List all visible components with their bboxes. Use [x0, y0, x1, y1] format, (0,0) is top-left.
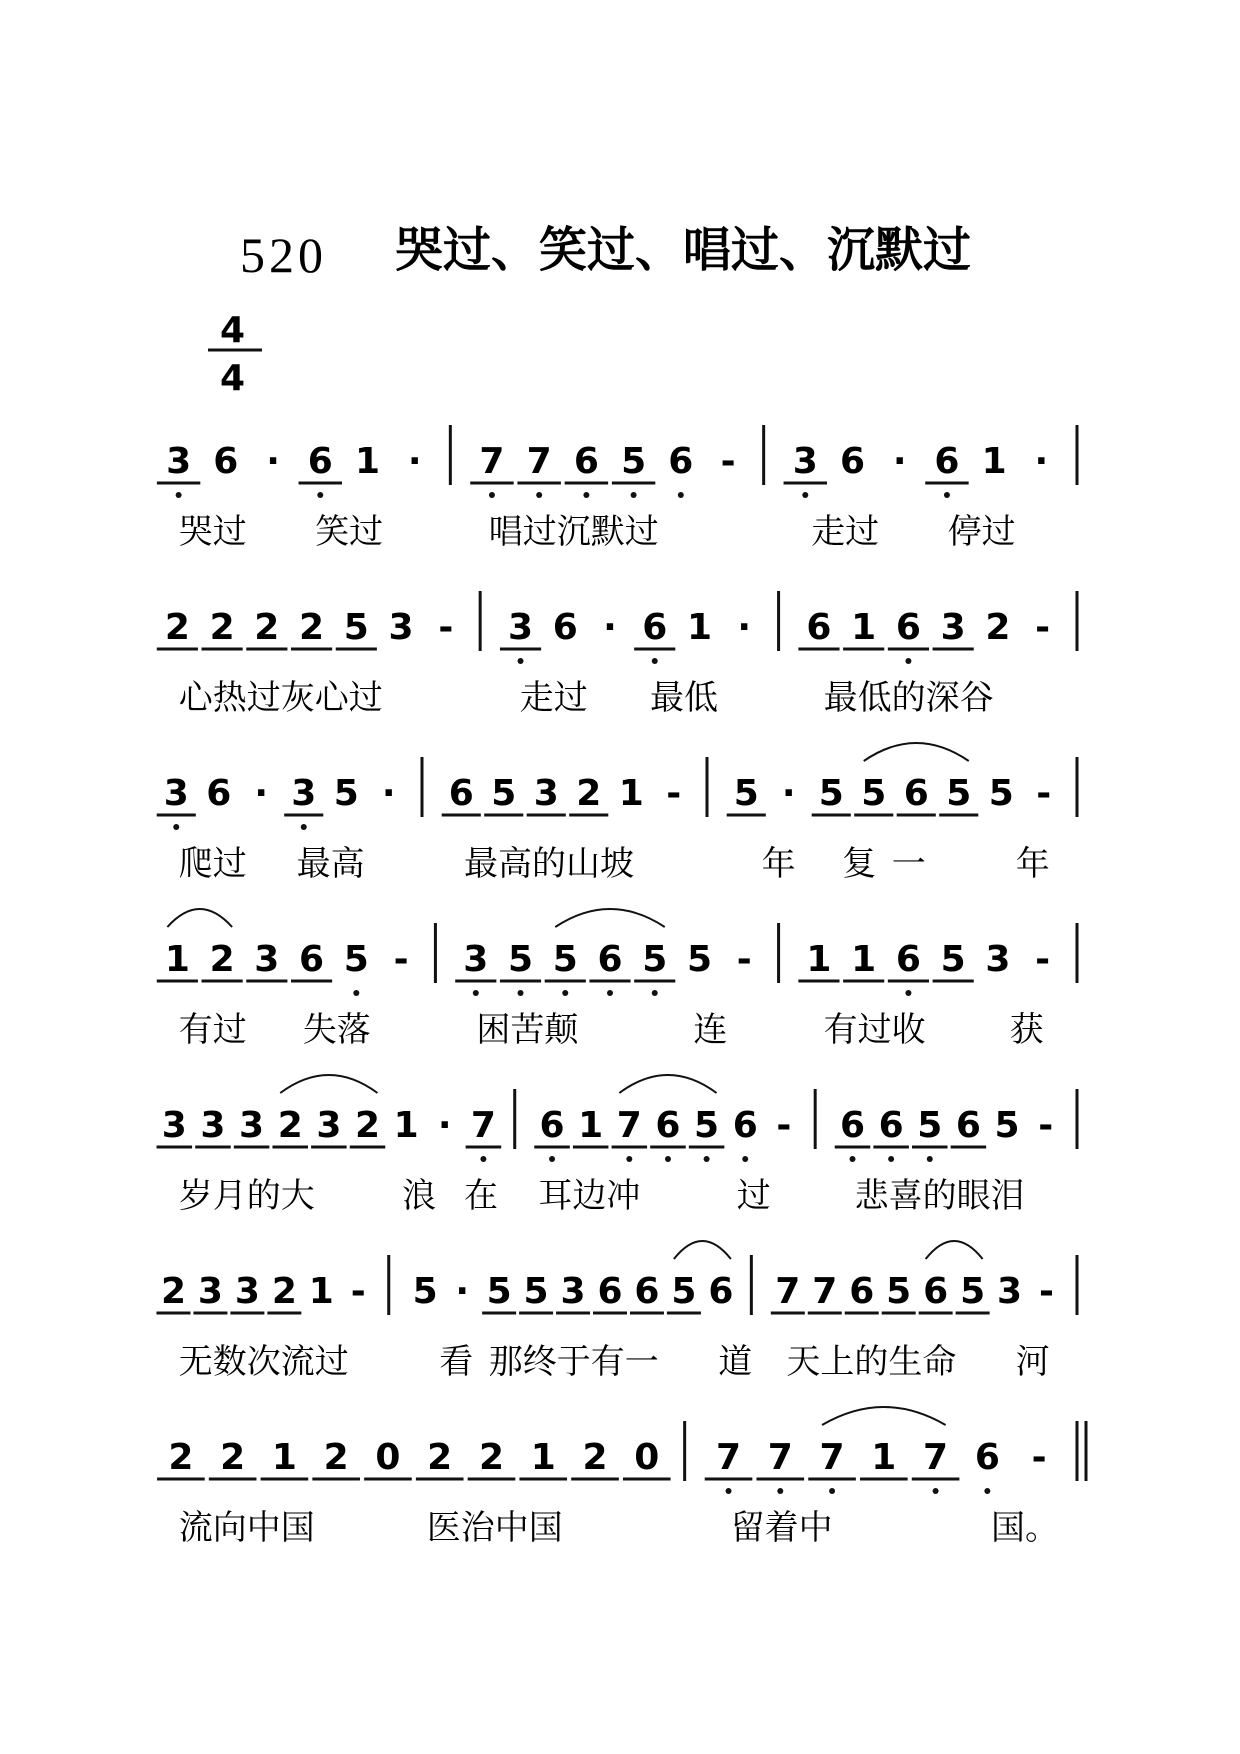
- note: 2: [354, 1105, 381, 1146]
- note: 3: [197, 1271, 223, 1312]
- note: 6: [903, 773, 929, 814]
- note: ·: [381, 773, 396, 814]
- note: ·: [603, 607, 617, 648]
- note: 6: [668, 441, 694, 482]
- slur: [864, 743, 969, 761]
- lyric: 心热过灰心过: [178, 678, 383, 718]
- lyric: 有过: [178, 1010, 247, 1050]
- lyric: 天上的生命: [786, 1342, 957, 1382]
- lyric: 最高: [296, 844, 365, 884]
- note: 6: [895, 939, 921, 980]
- note: 7: [923, 1437, 949, 1478]
- note: 3: [792, 441, 818, 482]
- low-octave-dot: [944, 492, 950, 498]
- notation-row: [156, 1241, 1077, 1382]
- lyric: 一: [891, 844, 926, 884]
- note: 3: [985, 939, 1011, 980]
- lyric: 复: [842, 844, 877, 884]
- note: 3: [316, 1105, 342, 1146]
- note: 5: [552, 939, 578, 980]
- note: 3: [200, 1105, 226, 1146]
- lyric: 最低: [650, 678, 718, 718]
- note: -: [736, 939, 752, 980]
- note: 5: [861, 773, 887, 814]
- note: -: [350, 1271, 366, 1312]
- slur: [619, 1075, 716, 1093]
- note: 2: [985, 607, 1011, 648]
- note: 6: [708, 1271, 734, 1312]
- low-octave-dot: [317, 492, 323, 498]
- note: -: [1038, 1105, 1054, 1146]
- note: 3: [533, 773, 559, 814]
- notation-row: [157, 591, 1077, 718]
- low-octave-dot: [984, 1488, 990, 1494]
- low-octave-dot: [301, 824, 307, 830]
- note: 7: [812, 1271, 838, 1312]
- note: 6: [974, 1437, 1000, 1478]
- note: 3: [997, 1271, 1023, 1312]
- low-octave-dot: [726, 1488, 732, 1494]
- note: 1: [806, 939, 832, 980]
- note: 1: [354, 441, 381, 482]
- song-title: 哭过、笑过、唱过、沉默过: [395, 222, 972, 278]
- note: 1: [271, 1437, 297, 1478]
- note: 5: [642, 939, 668, 980]
- note: 6: [539, 1105, 565, 1146]
- lyric: 哭过: [178, 512, 247, 552]
- low-octave-dot: [704, 1156, 710, 1162]
- note: 3: [940, 607, 966, 648]
- slur: [926, 1241, 983, 1259]
- note: 1: [393, 1105, 419, 1146]
- note: 3: [507, 607, 534, 648]
- low-octave-dot: [549, 1156, 555, 1162]
- note: 6: [849, 1271, 875, 1312]
- note: 5: [694, 1105, 720, 1146]
- note: 5: [671, 1271, 697, 1312]
- note: 5: [621, 441, 647, 482]
- notation-row: [157, 1075, 1077, 1216]
- note: 5: [486, 1271, 512, 1312]
- song-number: 520: [240, 227, 327, 283]
- note: ·: [1034, 441, 1049, 482]
- note: 5: [886, 1271, 912, 1312]
- low-octave-dot: [777, 1488, 783, 1494]
- lyric: 浪: [402, 1176, 436, 1216]
- note: 3: [560, 1271, 586, 1312]
- lyric: 河: [1015, 1342, 1050, 1382]
- low-octave-dot: [888, 1156, 894, 1162]
- slur: [674, 1241, 731, 1259]
- low-octave-dot: [176, 492, 182, 498]
- low-octave-dot: [353, 990, 359, 996]
- note: 7: [819, 1437, 845, 1478]
- note: 2: [209, 939, 235, 980]
- low-octave-dot: [518, 658, 524, 664]
- slur: [822, 1407, 946, 1425]
- note: 3: [161, 1105, 187, 1146]
- lyric: 唱过沉默过: [488, 512, 659, 552]
- low-octave-dot: [562, 990, 568, 996]
- note: 6: [895, 607, 921, 648]
- note: 5: [686, 939, 713, 980]
- lyric: 走过: [811, 512, 880, 552]
- note: 1: [851, 939, 877, 980]
- lyric: 爬过: [178, 844, 247, 884]
- notation-row: [157, 1407, 1086, 1548]
- lyric: 医治中国: [426, 1508, 563, 1548]
- note: 1: [871, 1437, 897, 1478]
- low-octave-dot: [489, 492, 495, 498]
- note: 2: [299, 607, 325, 648]
- low-octave-dot: [518, 990, 524, 996]
- low-octave-dot: [742, 1156, 748, 1162]
- note: 3: [234, 1271, 260, 1312]
- lyric: 道: [718, 1342, 753, 1382]
- note: 6: [552, 607, 578, 648]
- note: 2: [323, 1437, 349, 1478]
- lyric: 留着中: [730, 1508, 833, 1548]
- note: 7: [470, 1105, 496, 1146]
- note: 7: [526, 441, 552, 482]
- note: ·: [407, 441, 422, 482]
- low-octave-dot: [665, 1156, 671, 1162]
- note: 6: [206, 773, 232, 814]
- note: -: [666, 773, 682, 814]
- lyric: 连: [693, 1010, 728, 1050]
- note: 7: [715, 1437, 742, 1478]
- lyric: 最低的深谷: [823, 678, 994, 718]
- lyric: 岁月的大: [178, 1176, 315, 1216]
- note: -: [776, 1105, 792, 1146]
- lyric: 过: [736, 1176, 771, 1216]
- note: -: [1035, 607, 1051, 648]
- note: -: [1039, 1271, 1054, 1312]
- lyric: 困苦颠: [476, 1010, 579, 1050]
- lyric: 那终于有一: [488, 1342, 659, 1382]
- note: 6: [642, 607, 668, 648]
- note: 1: [981, 441, 1007, 482]
- time-signature-bottom: 4: [220, 358, 246, 399]
- note: 2: [209, 607, 235, 648]
- note: -: [393, 939, 409, 980]
- note: 6: [955, 1105, 981, 1146]
- note: 2: [254, 607, 280, 648]
- note: ·: [892, 441, 907, 482]
- note: 5: [507, 939, 534, 980]
- note: ·: [455, 1271, 470, 1312]
- note: 2: [478, 1437, 505, 1478]
- lyric: 看: [439, 1342, 474, 1382]
- lyric: 最高的山坡: [464, 844, 634, 884]
- low-octave-dot: [905, 990, 911, 996]
- slur: [167, 909, 232, 927]
- note: 5: [523, 1271, 549, 1312]
- note: 5: [733, 773, 759, 814]
- note: 6: [655, 1105, 681, 1146]
- note: ·: [737, 607, 752, 648]
- low-octave-dot: [607, 990, 613, 996]
- low-octave-dot: [631, 492, 637, 498]
- note: 7: [775, 1271, 801, 1312]
- note: 2: [160, 1271, 187, 1312]
- note: 7: [479, 441, 505, 482]
- note: 7: [767, 1437, 793, 1478]
- note: ·: [266, 441, 280, 482]
- low-octave-dot: [927, 1156, 933, 1162]
- note: 5: [412, 1271, 438, 1312]
- note: 6: [597, 1271, 623, 1312]
- note: 2: [164, 607, 190, 648]
- note: 1: [686, 607, 713, 648]
- lyric: 流向中国: [178, 1508, 315, 1548]
- note: 1: [308, 1271, 334, 1312]
- lyric: 获: [1009, 1010, 1044, 1050]
- lyric: 走过: [519, 678, 588, 718]
- note: -: [438, 607, 454, 648]
- low-octave-dot: [850, 1156, 856, 1162]
- note: 1: [164, 939, 190, 980]
- note: 5: [988, 773, 1014, 814]
- note: 6: [934, 441, 960, 482]
- low-octave-dot: [536, 492, 542, 498]
- note: 1: [578, 1105, 604, 1146]
- low-octave-dot: [829, 1488, 835, 1494]
- note: -: [720, 441, 736, 482]
- note: ·: [437, 1105, 452, 1146]
- low-octave-dot: [173, 824, 179, 830]
- low-octave-dot: [905, 658, 911, 664]
- note: 6: [634, 1271, 660, 1312]
- note: 5: [994, 1105, 1020, 1146]
- note: ·: [781, 773, 796, 814]
- note: 5: [940, 939, 966, 980]
- notation-rows: [156, 425, 1086, 1548]
- low-octave-dot: [933, 1488, 939, 1494]
- lyric: 在: [464, 1176, 498, 1216]
- note: 6: [597, 939, 623, 980]
- low-octave-dot: [626, 1156, 632, 1162]
- note: -: [1036, 773, 1052, 814]
- note: 5: [917, 1105, 943, 1146]
- note: 5: [946, 773, 972, 814]
- note: 3: [166, 441, 192, 482]
- note: 5: [343, 939, 369, 980]
- lyric: 笑过: [315, 512, 384, 552]
- note: 3: [163, 773, 189, 814]
- lyric: 无数次流过: [178, 1342, 349, 1382]
- note: 1: [618, 773, 644, 814]
- notation-row: [157, 743, 1077, 884]
- lyric: 国。: [991, 1508, 1059, 1548]
- low-octave-dot: [678, 492, 684, 498]
- note: 6: [307, 441, 333, 482]
- note: 5: [960, 1271, 986, 1312]
- note: 6: [923, 1271, 949, 1312]
- note: 2: [220, 1437, 246, 1478]
- note: 5: [343, 607, 369, 648]
- slur: [555, 909, 664, 927]
- note: 6: [839, 441, 866, 482]
- lyric: 年: [1015, 844, 1050, 884]
- note: 6: [299, 939, 325, 980]
- note: 6: [732, 1105, 758, 1146]
- note: 3: [463, 939, 489, 980]
- note: 3: [239, 1105, 265, 1146]
- time-signature: [208, 310, 262, 399]
- lyric: 耳边冲: [538, 1176, 641, 1216]
- note: 7: [616, 1105, 642, 1146]
- notation-row: [157, 909, 1077, 1050]
- low-octave-dot: [652, 990, 658, 996]
- notation-row: [157, 425, 1077, 552]
- note: 5: [491, 773, 517, 814]
- note: 0: [634, 1437, 660, 1478]
- note: 5: [333, 773, 359, 814]
- note: 2: [582, 1437, 608, 1478]
- lyric: 悲喜的眼泪: [854, 1176, 1025, 1216]
- lyric: 有过收: [823, 1010, 926, 1050]
- low-octave-dot: [583, 492, 589, 498]
- note: 2: [277, 1105, 303, 1146]
- time-signature-top: 4: [220, 310, 246, 351]
- note: 1: [851, 607, 877, 648]
- lyric: 年: [761, 844, 796, 884]
- note: 2: [168, 1437, 194, 1478]
- note: 5: [818, 773, 844, 814]
- note: 1: [530, 1437, 556, 1478]
- note: 3: [254, 939, 280, 980]
- low-octave-dot: [802, 492, 808, 498]
- note: 0: [375, 1437, 401, 1478]
- slur: [280, 1075, 377, 1093]
- note: 6: [806, 607, 832, 648]
- note: 2: [576, 773, 602, 814]
- lyric: 停过: [947, 512, 1016, 552]
- note: 3: [291, 773, 317, 814]
- low-octave-dot: [480, 1156, 486, 1162]
- lyric: 失落: [302, 1010, 371, 1050]
- note: 3: [388, 607, 414, 648]
- low-octave-dot: [652, 658, 658, 664]
- note: 6: [878, 1105, 904, 1146]
- low-octave-dot: [473, 990, 479, 996]
- note: -: [1031, 1437, 1047, 1478]
- note: 6: [448, 773, 474, 814]
- note: 2: [427, 1437, 453, 1478]
- note: -: [1035, 939, 1051, 980]
- note: ·: [254, 773, 269, 814]
- note: 2: [271, 1271, 297, 1312]
- note: 6: [573, 441, 599, 482]
- note: 6: [839, 1105, 866, 1146]
- note: 6: [213, 441, 239, 482]
